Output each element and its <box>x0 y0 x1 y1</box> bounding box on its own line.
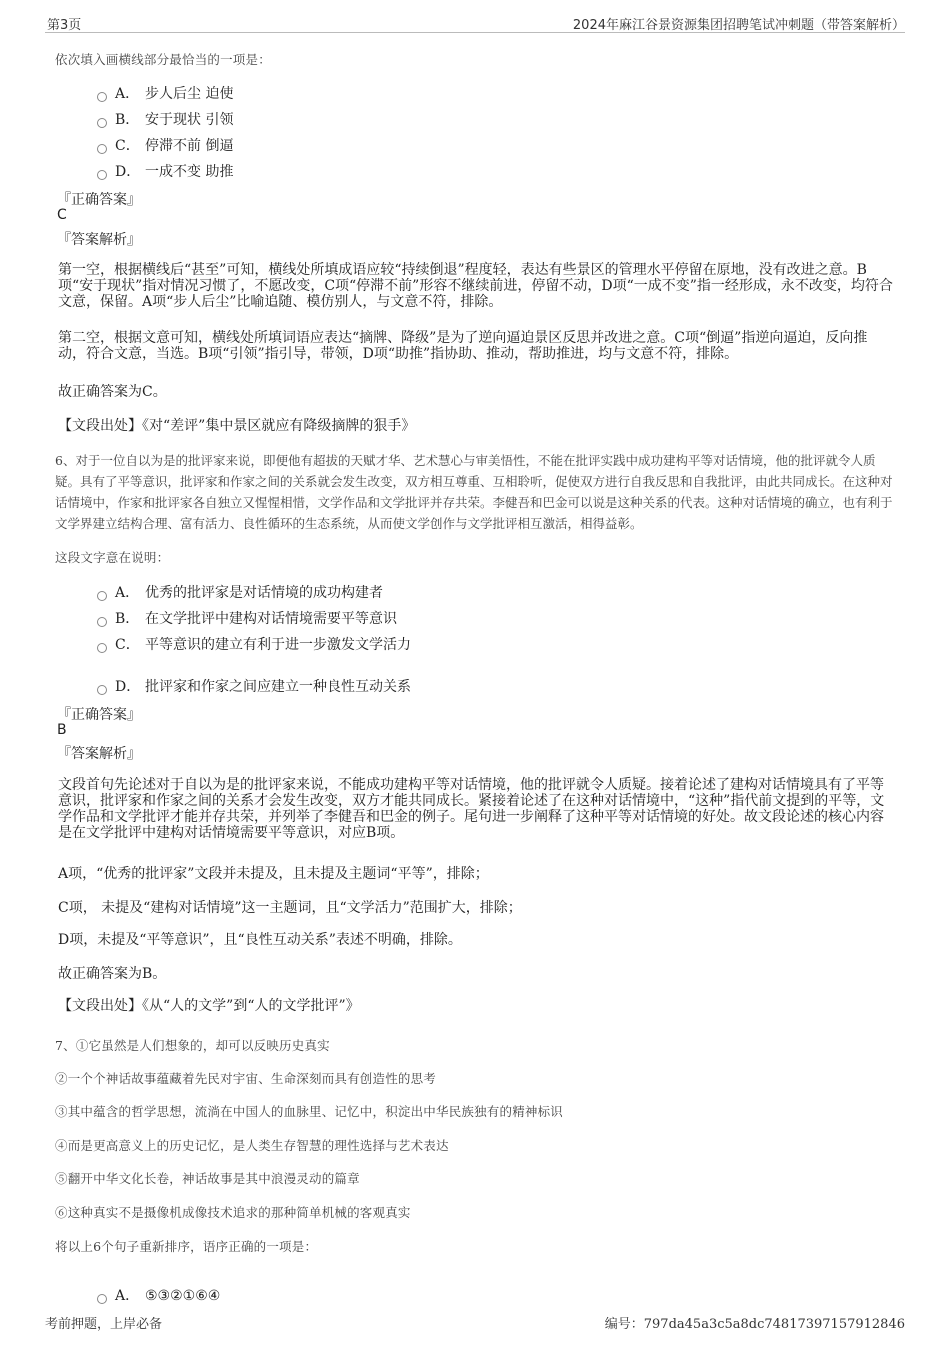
q6-analysis-option-a: A项，“优秀的批评家”文段并未提及，且未提及主题词“平等”，排除； <box>58 866 489 882</box>
page-number: 第3页 <box>47 18 82 33</box>
q6-option-a-radio[interactable] <box>97 591 107 601</box>
page-header <box>45 12 905 33</box>
q6-analysis-paragraph: 文段首句先论述对于自以为是的批评家来说，不能成功建构平等对话情境，他的批评就令人质疑。接着论述了建构对话情境具有了平等意识，批评家和作家之间的关系才会发生改变，双方才能共同成长。紧接着论述了在这种对话情境中，“这种”指代前文提到的平等，文学作品和文学批评才能并存共荣，并列举了李健吾和巴金的例子。尾句进一步阐释了这种平等对话情境的好处。故文段论述的核心内容是在文学批评中建构对话情境需要平等意识，对应B项。 <box>58 777 885 841</box>
q7-sentence: ⑥这种真实不是摄像机成像技术追求的那种简单机械的客观真实 <box>55 1205 411 1220</box>
q7-option-a[interactable]: A． ⑤③②①⑥④ <box>115 1288 221 1304</box>
q7-sentence: 7、①它虽然是人们想象的，却可以反映历史真实 <box>55 1038 330 1053</box>
document-title: 2024年麻江谷景资源集团招聘笔试冲刺题（带答案解析） <box>572 18 905 33</box>
q6-option-a[interactable]: A． 优秀的批评家是对话情境的成功构建者 <box>115 585 383 601</box>
q6-conclusion: 故正确答案为B。 <box>58 966 167 982</box>
q6-option-b[interactable]: B． 在文学批评中建构对话情境需要平等意识 <box>115 611 397 627</box>
q6-option-d[interactable]: D． 批评家和作家之间应建立一种良性互动关系 <box>115 679 411 695</box>
q5-option-d[interactable]: D． 一成不变 助推 <box>115 164 234 180</box>
q6-answer-label: 『正确答案』 <box>57 707 141 723</box>
q5-option-c-radio[interactable] <box>97 144 107 154</box>
document-id: 编号：797da45a3c5a8dc74817397157912846 <box>604 1317 905 1332</box>
q5-analysis-paragraph: 第一空，根据横线后“甚至”可知，横线处所填成语应较“持续倒退”程度轻，表达有些景区的管理水平停留在原地，没有改进之意。B项“安于现状”指对情况习惯了，不愿改变，C项“停滞不前”形容不继续前进，停留不动，D项“一成不变”指一经形成，永不改变，均符合文意，保留。A项“步人后尘”比喻追随、模仿别人，与文意不符，排除。 <box>58 262 893 310</box>
q5-answer-label: 『正确答案』 <box>57 192 141 208</box>
q6-analysis-option-d: D项，未提及“平等意识”，且“良性互动关系”表述不明确，排除。 <box>58 932 462 948</box>
q7-prompt: 将以上6个句子重新排序，语序正确的一项是： <box>55 1239 318 1254</box>
footer-slogan: 考前押题，上岸必备 <box>45 1317 163 1332</box>
q6-analysis-label: 『答案解析』 <box>57 746 141 762</box>
q6-option-b-radio[interactable] <box>97 617 107 627</box>
q6-option-c[interactable]: C． 平等意识的建立有利于进一步激发文学活力 <box>115 637 411 653</box>
q7-sentence: ②一个个神话故事蕴藏着先民对宇宙、生命深刻而具有创造性的思考 <box>55 1071 437 1086</box>
q5-analysis-paragraph: 第二空，根据文意可知，横线处所填词语应表达“摘牌、降级”是为了逆向逼迫景区反思并改进之意。C项“倒逼”指逆向逼迫，反向推动，符合文意，当选。B项“引领”指引导，带领，D项“助推”指协助、推动，帮助推进，均与文意不符，排除。 <box>58 330 868 362</box>
q6-source: 【文段出处】《从“人的文学”到“人的文学批评”》 <box>58 998 360 1014</box>
q5-conclusion: 故正确答案为C。 <box>58 384 167 400</box>
q7-sentence: ④而是更高意义上的历史记忆，是人类生存智慧的理性选择与艺术表达 <box>55 1138 449 1153</box>
q5-option-d-radio[interactable] <box>97 170 107 180</box>
q5-option-a-radio[interactable] <box>97 92 107 102</box>
q5-option-c[interactable]: C． 停滞不前 倒逼 <box>115 138 234 154</box>
q6-passage: 6、对于一位自以为是的批评家来说，即便他有超拔的天赋才华、艺术慧心与审美悟性，不能在批评实践中成功建构平等对话情境，他的批评就令人质疑。具有了平等意识，批评家和作家之间的关系就会发生改变，双方相互尊重、互相聆听，促使双方进行自我反思和自我批评，由此共同成长。在这种对话情境中，作家和批评家各自独立又惺惺相惜，文学作品和文学批评并存共荣。李健吾和巴金可以说是这种关系的代表。这种对话情境的确立，也有利于文学界建立结构合理、富有活力、良性循环的生态系统，从而使文学创作与文学批评相互激活，相得益彰。 <box>55 453 893 531</box>
q6-analysis-option-c: C项， 未提及“建构对话情境”这一主题词，且“文学活力”范围扩大，排除； <box>58 900 522 916</box>
q5-prompt: 依次填入画横线部分最恰当的一项是： <box>55 52 271 67</box>
q7-sentence: ③其中蕴含的哲学思想，流淌在中国人的血脉里、记忆中，积淀出中华民族独有的精神标识 <box>55 1104 564 1119</box>
q6-prompt: 这段文字意在说明： <box>55 550 170 565</box>
page-footer <box>45 1313 905 1333</box>
q6-answer: B <box>57 722 67 738</box>
q7-sentence: ⑤翻开中华文化长卷，神话故事是其中浪漫灵动的篇章 <box>55 1171 360 1186</box>
q5-option-b-radio[interactable] <box>97 118 107 128</box>
q5-option-b[interactable]: B． 安于现状 引领 <box>115 112 234 128</box>
q5-option-a[interactable]: A． 步人后尘 迫使 <box>115 86 234 102</box>
q6-option-c-radio[interactable] <box>97 643 107 653</box>
q5-source: 【文段出处】《对“差评”集中景区就应有降级摘牌的狠手》 <box>58 418 416 434</box>
q5-answer: C <box>57 207 67 223</box>
q6-option-d-radio[interactable] <box>97 685 107 695</box>
q7-option-a-radio[interactable] <box>97 1294 107 1304</box>
q5-analysis-label: 『答案解析』 <box>57 232 141 248</box>
